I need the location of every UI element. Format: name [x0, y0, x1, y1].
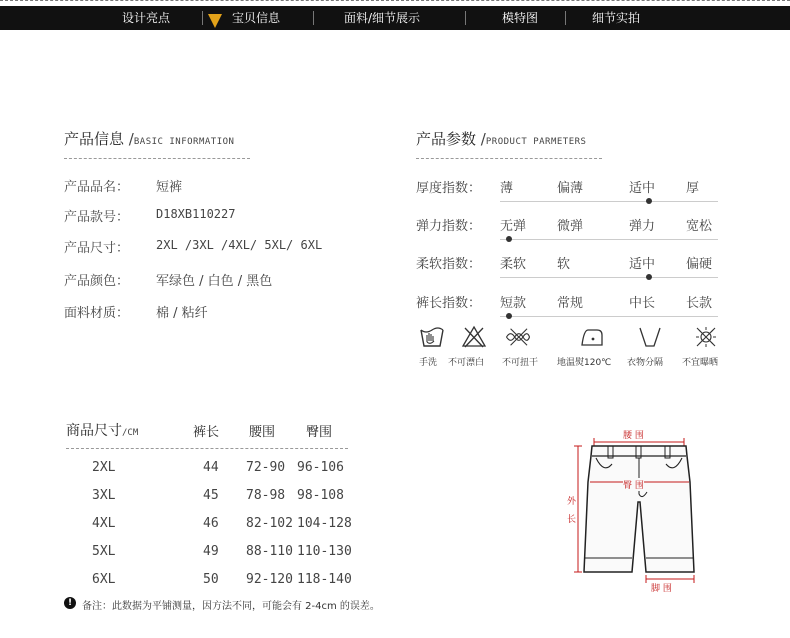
- low-iron-icon: [578, 324, 606, 350]
- nav-item-fabric[interactable]: 面料/细节展示: [344, 11, 421, 25]
- param-option: 短款: [500, 296, 527, 311]
- info-value-sku: D18XB110227: [156, 207, 236, 221]
- size-cell-size: 3XL: [92, 488, 116, 503]
- param-option: 弹力: [629, 219, 656, 234]
- size-cell-waist: 88-110: [246, 544, 293, 559]
- info-divider: [64, 158, 250, 159]
- size-cell-length: 46: [203, 516, 219, 531]
- no-sun-dry-icon: [692, 324, 720, 350]
- length-label-top: 外: [567, 497, 577, 507]
- size-cell-size: 5XL: [92, 544, 116, 559]
- no-wring-icon: [504, 324, 532, 350]
- size-cell-length: 44: [203, 460, 219, 475]
- nav-separator: [565, 11, 566, 25]
- param-option: 柔软: [500, 257, 527, 272]
- size-title: 商品尺寸: [66, 423, 122, 439]
- warning-icon: !: [64, 597, 76, 609]
- size-header-waist: 腰围: [249, 425, 276, 440]
- size-cell-hip: 96-106: [297, 460, 344, 475]
- param-option: 薄: [500, 181, 514, 196]
- size-cell-length: 49: [203, 544, 219, 559]
- care-label: 地温熨120℃: [557, 358, 612, 368]
- param-label: 弹力指数：: [416, 219, 482, 234]
- nav-item-info[interactable]: 宝贝信息: [232, 11, 281, 25]
- params-title: 产品参数: [416, 130, 477, 148]
- size-cell-waist: 82-102: [246, 516, 293, 531]
- params-section-title: [416, 128, 586, 149]
- param-option: 偏硬: [686, 257, 713, 272]
- params-divider: [416, 158, 602, 159]
- nav-separator: [202, 11, 203, 25]
- hip-label: 臀 围: [623, 478, 644, 491]
- size-cell-size: 6XL: [92, 572, 116, 587]
- hem-label: 脚 围: [651, 584, 672, 594]
- length-label-bottom: 长: [567, 515, 577, 525]
- param-option: 常规: [557, 296, 584, 311]
- title-slash: /: [128, 130, 134, 148]
- nav-active-indicator-icon: [208, 14, 222, 28]
- size-cell-length: 45: [203, 488, 219, 503]
- size-cell-waist: 72-90: [246, 460, 286, 475]
- hand-wash-icon: [418, 324, 446, 350]
- nav-item-design[interactable]: 设计亮点: [122, 11, 171, 25]
- param-option: 中长: [629, 296, 656, 311]
- waist-label: 腰 围: [623, 431, 644, 441]
- param-option: 适中: [629, 181, 656, 196]
- param-indicator-dot: [646, 274, 652, 280]
- info-subtitle: BASIC INFORMATION: [133, 137, 235, 147]
- care-label: 不可扭干: [502, 358, 539, 368]
- care-label: 衣物分隔: [627, 358, 664, 368]
- params-subtitle: PRODUCT PARMETERS: [485, 137, 587, 147]
- title-slash: /: [480, 130, 486, 148]
- param-scale-line: [500, 277, 718, 278]
- nav-bar: [0, 6, 790, 30]
- param-scale-line: [500, 201, 718, 202]
- param-option: 偏薄: [557, 181, 584, 196]
- param-option: 软: [557, 257, 571, 272]
- param-label: 厚度指数：: [416, 181, 482, 196]
- nav-separator: [465, 11, 466, 25]
- info-value-size: 2XL /3XL /4XL/ 5XL/ 6XL: [156, 238, 323, 252]
- info-value-name: 短裤: [156, 180, 183, 195]
- nav-separator: [313, 11, 314, 25]
- nav-item-detail[interactable]: 细节实拍: [592, 11, 641, 25]
- param-option: 长款: [686, 296, 713, 311]
- info-label-name: 产品品名：: [64, 180, 130, 195]
- nav-item-model[interactable]: 模特图: [502, 11, 539, 25]
- care-label: 不宜曝晒: [682, 358, 719, 368]
- care-label: 手洗: [419, 358, 438, 368]
- info-label-size: 产品尺寸：: [64, 241, 130, 256]
- care-label: 不可漂白: [448, 358, 485, 368]
- param-option: 适中: [629, 257, 656, 272]
- size-unit: /CM: [122, 428, 139, 438]
- size-cell-hip: 110-130: [297, 544, 352, 559]
- size-cell-size: 2XL: [92, 460, 116, 475]
- param-option: 无弹: [500, 219, 527, 234]
- param-option: 宽松: [686, 219, 713, 234]
- size-cell-size: 4XL: [92, 516, 116, 531]
- size-cell-hip: 104-128: [297, 516, 352, 531]
- info-label-color: 产品颜色：: [64, 274, 130, 289]
- size-table-title: [66, 420, 138, 440]
- param-option: 微弹: [557, 219, 584, 234]
- param-scale-line: [500, 316, 718, 317]
- param-indicator-dot: [506, 313, 512, 319]
- info-value-material: 棉 / 粘纤: [156, 306, 208, 321]
- param-label: 柔软指数：: [416, 257, 482, 272]
- param-label: 裤长指数：: [416, 296, 482, 311]
- no-bleach-icon: [460, 324, 488, 350]
- size-cell-waist: 78-98: [246, 488, 286, 503]
- measurement-note: 备注：此数据为平铺测量，因方法不同，可能会有 2-4cm 的误差。: [82, 601, 380, 612]
- param-indicator-dot: [646, 198, 652, 204]
- size-table-divider: [66, 448, 348, 449]
- size-cell-waist: 92-120: [246, 572, 293, 587]
- size-header-hip: 臀围: [306, 425, 333, 440]
- size-cell-length: 50: [203, 572, 219, 587]
- info-value-color: 军绿色 / 白色 / 黑色: [156, 274, 273, 289]
- param-scale-line: [500, 239, 718, 240]
- separate-wash-icon: [636, 324, 664, 350]
- size-cell-hip: 98-108: [297, 488, 344, 503]
- info-label-sku: 产品款号：: [64, 210, 130, 225]
- param-indicator-dot: [506, 236, 512, 242]
- info-label-material: 面料材质：: [64, 306, 130, 321]
- size-cell-hip: 118-140: [297, 572, 352, 587]
- size-header-length: 裤长: [193, 425, 220, 440]
- param-option: 厚: [686, 181, 700, 196]
- shorts-measurement-diagram: [552, 422, 712, 598]
- info-section-title: [64, 128, 234, 149]
- info-title: 产品信息: [64, 130, 125, 148]
